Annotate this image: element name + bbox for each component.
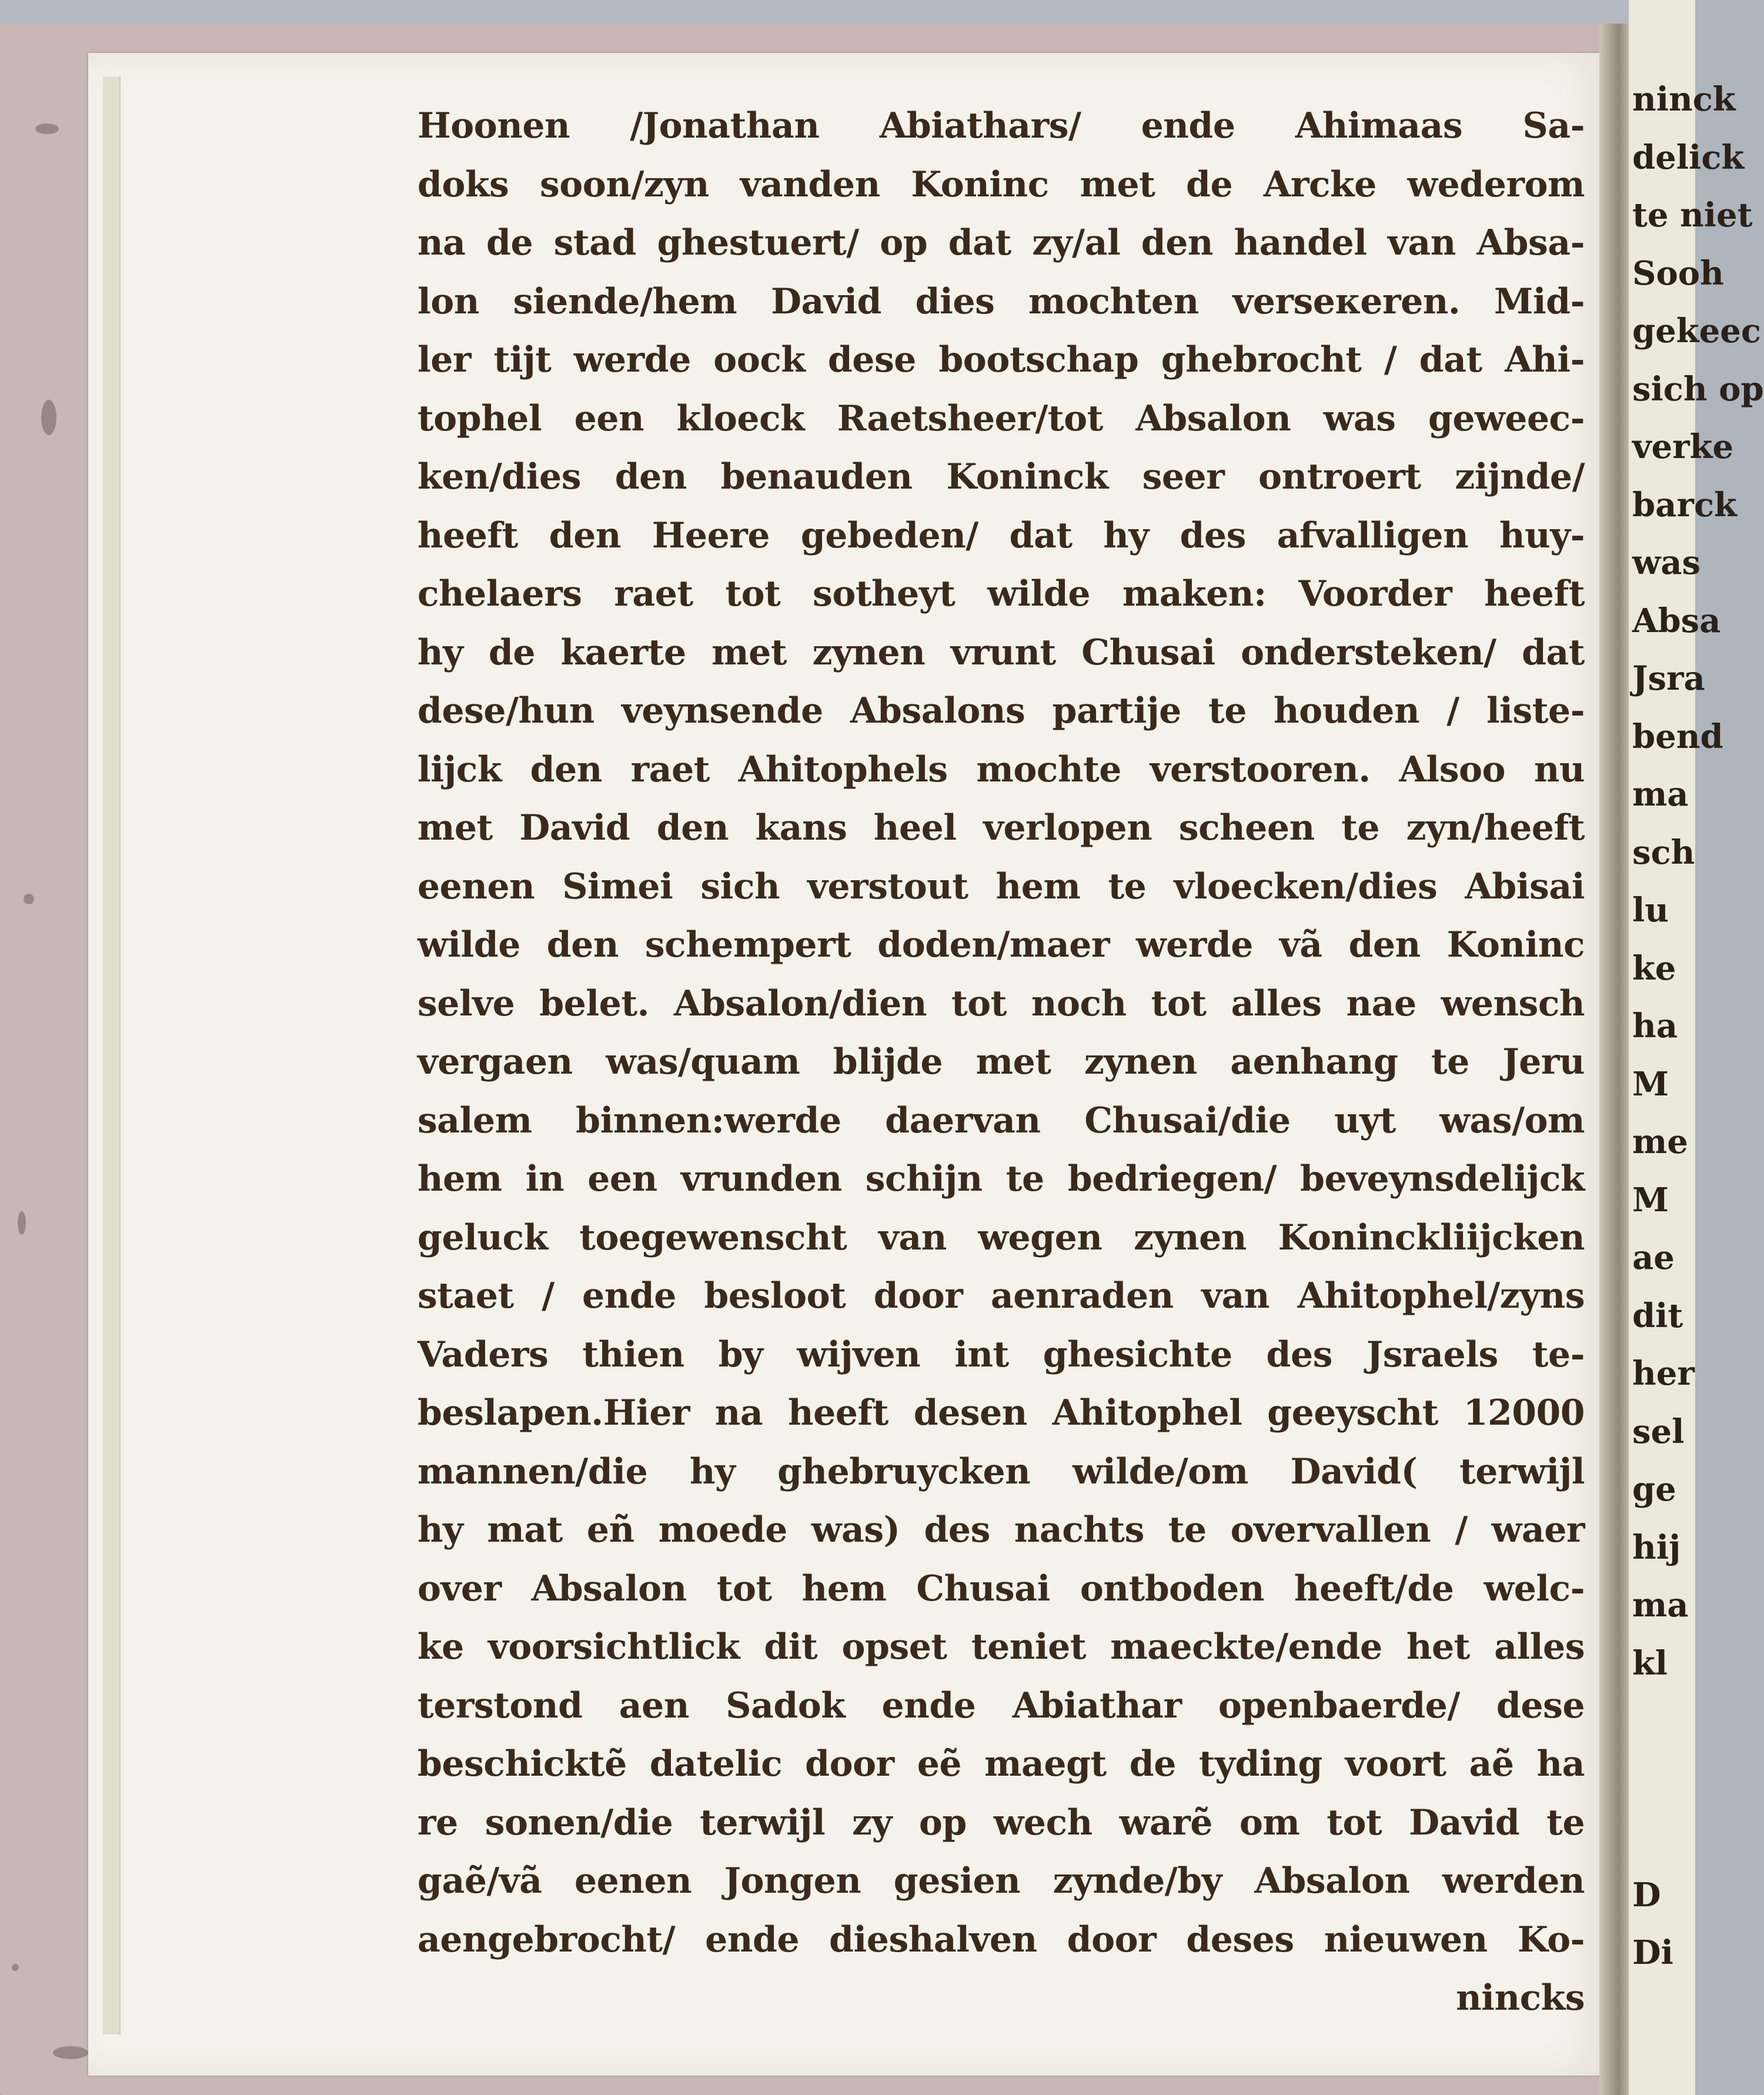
text-line: Vaders thien by wijven int ghesichte des Jsraels te- bbox=[417, 1334, 1585, 1375]
text-line: lon siende/hem David dies mochten verseкeren. Mid- bbox=[417, 280, 1585, 322]
facing-page-line: M bbox=[1632, 1064, 1669, 1104]
text-line: hem in een vrunden schijn te bedriegen/ beveynsdelijck bbox=[417, 1158, 1585, 1199]
facing-page-line: ge bbox=[1632, 1470, 1676, 1509]
facing-page-line: ha bbox=[1632, 1007, 1678, 1045]
text-line: dese/hun veynsende Absalons partije te houden / liste- bbox=[417, 690, 1585, 731]
text-line: ke voorsichtlick dit opset teniet maeckte/ende het alles bbox=[417, 1626, 1585, 1668]
facing-page-line: her bbox=[1632, 1354, 1695, 1393]
text-line: re sonen/die terwijl zy op wech warẽ om tot David te bbox=[417, 1802, 1585, 1843]
cover-speck bbox=[41, 400, 56, 435]
text-line: tophel een kloeck Raetsheer/tot Absalon was geweec- bbox=[417, 397, 1585, 439]
facing-page-line: ninck bbox=[1632, 80, 1736, 119]
text-line: ler tijt werde oock dese bootschap ghebrocht / dat Ahi- bbox=[417, 339, 1585, 380]
facing-page-line: delick bbox=[1632, 138, 1745, 177]
facing-page bbox=[1629, 0, 1764, 2095]
facing-page-line: te niet bbox=[1632, 196, 1753, 235]
facing-page-line: Jsra bbox=[1632, 659, 1705, 698]
facing-page-line: ma bbox=[1632, 775, 1689, 814]
text-line: salem binnen:werde daervan Chusai/die uyt was/om bbox=[417, 1100, 1585, 1141]
text-line: vergaen was/quam blijde met zynen aenhang te Jeru bbox=[417, 1041, 1585, 1082]
cover-speck bbox=[18, 1211, 26, 1235]
text-line: Hoonen /Jonathan Abiathars/ ende Ahimaas Sa- bbox=[417, 105, 1585, 146]
text-line: beslapen.Hier na heeft desen Ahitophel geeyscht 12000 bbox=[417, 1392, 1585, 1434]
text-line: ken/dies den benauden Koninck seer ontroert zijnde/ bbox=[417, 456, 1585, 497]
text-line: gaẽ/vã eenen Jongen gesien zynde/by Absalon werden bbox=[417, 1860, 1585, 1902]
facing-page-line bbox=[1629, 1750, 1695, 1809]
facing-page-line: ke bbox=[1632, 948, 1676, 988]
facing-page-line: verke bbox=[1632, 427, 1734, 466]
facing-page-line bbox=[1629, 1692, 1695, 1750]
text-line: doks soon/zyn vanden Koninc met de Arcke wederom bbox=[417, 163, 1585, 205]
facing-page-line: gekeec bbox=[1632, 312, 1761, 350]
facing-page-line: sich op bbox=[1632, 369, 1764, 409]
facing-page-line: bend bbox=[1632, 717, 1723, 756]
text-line: mannen/die hy ghebruycken wilde/om David( terwijl bbox=[417, 1451, 1585, 1492]
text-line: terstond aen Sadok ende Abiathar openbaerde/ dese bbox=[417, 1685, 1585, 1726]
cover-speck bbox=[24, 894, 34, 904]
facing-page-line: lu bbox=[1632, 891, 1669, 930]
facing-page-line: hij bbox=[1632, 1528, 1681, 1567]
text-line: chelaers raet tot sotheyt wilde maken: Voorder heeft bbox=[417, 573, 1585, 614]
text-line: na de stad ghestuert/ op dat zy/al den handel van Absa- bbox=[417, 222, 1585, 263]
text-line: nincks bbox=[1456, 1977, 1585, 2019]
facing-page-line: sel bbox=[1632, 1412, 1685, 1451]
facing-page-line: kl bbox=[1632, 1643, 1668, 1683]
facing-page-line: Absa bbox=[1632, 601, 1721, 640]
text-line: geluck toegewenscht van wegen zynen Koninckliijcken bbox=[417, 1217, 1585, 1258]
facing-page-line: M bbox=[1632, 1180, 1669, 1219]
text-line: met David den kans heel verlopen scheen te zyn/heeft bbox=[417, 807, 1585, 848]
text-line: hy mat eñ moede was) des nachts te overvallen / waer bbox=[417, 1509, 1585, 1551]
facing-page-line: Di bbox=[1632, 1933, 1673, 1972]
facing-page-line: barck bbox=[1632, 485, 1737, 524]
text-line: heeft den Heere gebeden/ dat hy des afvalligen huy- bbox=[417, 514, 1585, 556]
cover-speck bbox=[53, 2046, 88, 2059]
text-line: wilde den schempert doden/maer werde vã den Koninc bbox=[417, 924, 1585, 965]
cover-speck bbox=[35, 123, 59, 134]
text-line: staet / ende besloot door aenraden van Ahitophel/zyns bbox=[417, 1275, 1585, 1317]
facing-page-line: D bbox=[1632, 1875, 1661, 1914]
facing-page-line: dit bbox=[1632, 1296, 1683, 1335]
text-line: hy de kaerte met zynen vrunt Chusai ondersteken/ dat bbox=[417, 631, 1585, 673]
text-line: eenen Simei sich verstout hem te vloecken/dies Abisai bbox=[417, 866, 1585, 907]
text-line: over Absalon tot hem Chusai ontboden heeft/de welc- bbox=[417, 1568, 1585, 1609]
text-line: aengebrocht/ ende dieshalven door deses nieuwen Ko- bbox=[417, 1919, 1585, 1960]
page-text bbox=[417, 97, 1585, 2028]
page-edge bbox=[103, 76, 121, 2034]
text-line: lijck den raet Ahitophels mochte verstooren. Alsoo nu bbox=[417, 749, 1585, 790]
facing-page-line: ma bbox=[1632, 1586, 1689, 1625]
facing-page-line: was bbox=[1632, 543, 1701, 582]
facing-page-line: ae bbox=[1632, 1238, 1675, 1277]
cover-speck bbox=[12, 1964, 19, 1971]
text-line: selve belet. Absalon/dien tot noch tot alles nae wensch bbox=[417, 983, 1585, 1024]
facing-page-line: Sooh bbox=[1632, 253, 1724, 293]
facing-page-line: sch bbox=[1632, 833, 1695, 872]
facing-page-line bbox=[1629, 1808, 1695, 1866]
facing-page-line: me bbox=[1632, 1122, 1688, 1161]
text-line: beschicktẽ datelic door eẽ maegt de tyding voort aẽ ha bbox=[417, 1743, 1585, 1785]
